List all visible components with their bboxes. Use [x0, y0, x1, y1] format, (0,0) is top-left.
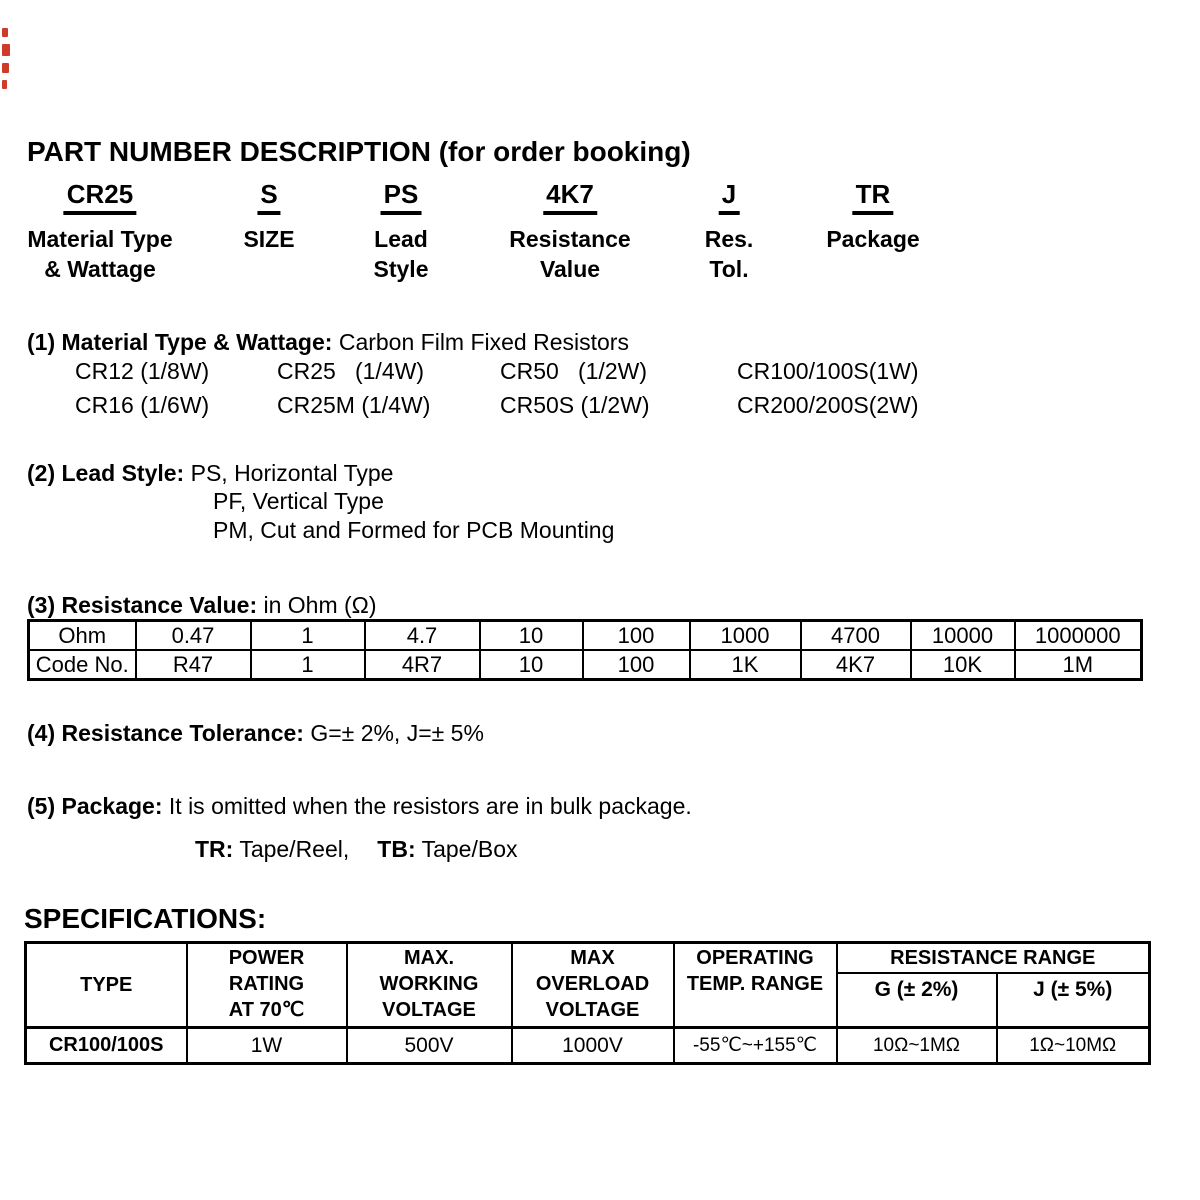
col-power: POWER RATING AT 70℃	[187, 943, 347, 1028]
resistance-value-table	[27, 619, 1143, 681]
pn-label: Package	[826, 225, 920, 252]
material-item: CR200/200S(2W)	[737, 392, 919, 418]
pn-label: Resistance Value	[509, 225, 631, 282]
pn-code: S	[257, 180, 280, 215]
col-overload-voltage: MAX OVERLOAD VOLTAGE	[512, 943, 674, 1028]
col-resistance-range: RESISTANCE RANGE	[837, 943, 1150, 974]
material-item: CR25 (1/4W)	[277, 358, 424, 384]
pn-col-package	[826, 180, 919, 254]
section2-line2: PF, Vertical Type	[213, 488, 384, 514]
material-item: CR50S (1/2W)	[500, 392, 650, 418]
col-j-tolerance: J (± 5%)	[997, 973, 1150, 1028]
specifications-table	[24, 941, 1151, 1065]
specifications-heading: SPECIFICATIONS:	[24, 903, 267, 934]
col-working-voltage: MAX. WORKING VOLTAGE	[347, 943, 512, 1028]
section5-package-codes: TR: Tape/Reel, TB: Tape/Box	[195, 836, 518, 862]
material-item: CR100/100S(1W)	[737, 358, 919, 384]
section2-heading: (2) Lead Style: PS, Horizontal Type	[27, 460, 394, 486]
table-header-row	[26, 943, 1150, 974]
pn-col-tolerance	[705, 180, 754, 284]
page-title: PART NUMBER DESCRIPTION (for order booking)	[27, 136, 691, 167]
spec-overload-voltage: 1000V	[512, 1028, 674, 1064]
material-item: CR16 (1/6W)	[75, 392, 210, 418]
pn-label: Lead Style	[373, 225, 429, 282]
red-stamp-artifact	[0, 26, 16, 92]
section1-heading: (1) Material Type & Wattage: Carbon Film Fixed Resistors	[27, 329, 629, 355]
table-row: Ohm 0.47 1 4.7 10 100 1000 4700 10000 1000000	[29, 621, 1142, 651]
table-data-row	[26, 1028, 1150, 1064]
table-row: Code No. R47 1 4R7 10 100 1K 4K7 10K 1M	[29, 650, 1142, 680]
section5-heading: (5) Package: It is omitted when the resistors are in bulk package.	[27, 793, 692, 819]
col-g-tolerance: G (± 2%)	[837, 973, 997, 1028]
spec-working-voltage: 500V	[347, 1028, 512, 1064]
pn-code: PS	[381, 180, 422, 215]
pn-label: Material Type & Wattage	[27, 225, 173, 282]
material-item: CR25M (1/4W)	[277, 392, 431, 418]
section3-heading: (3) Resistance Value: in Ohm (Ω)	[27, 592, 377, 618]
col-temp-range: OPERATING TEMP. RANGE	[674, 943, 837, 1028]
pn-code: CR25	[64, 180, 136, 215]
section4-heading: (4) Resistance Tolerance: G=± 2%, J=± 5%	[27, 720, 484, 746]
material-item: CR12 (1/8W)	[75, 358, 210, 384]
pn-col-size	[243, 180, 294, 254]
col-type: TYPE	[26, 943, 187, 1028]
spec-temp-range: -55℃~+155℃	[674, 1028, 837, 1064]
pn-col-resistance	[509, 180, 630, 284]
pn-code: 4K7	[543, 180, 597, 215]
spec-power: 1W	[187, 1028, 347, 1064]
spec-type: CR100/100S	[26, 1028, 187, 1064]
pn-col-material	[27, 180, 172, 284]
pn-code: J	[719, 180, 739, 215]
section2-line3: PM, Cut and Formed for PCB Mounting	[213, 517, 615, 543]
pn-label: SIZE	[243, 225, 295, 252]
material-item: CR50 (1/2W)	[500, 358, 647, 384]
spec-range-g: 10Ω~1MΩ	[837, 1028, 997, 1064]
pn-code: TR	[853, 180, 894, 215]
pn-label: Res. Tol.	[704, 225, 754, 282]
spec-range-j: 1Ω~10MΩ	[997, 1028, 1150, 1064]
pn-col-lead	[374, 180, 429, 284]
